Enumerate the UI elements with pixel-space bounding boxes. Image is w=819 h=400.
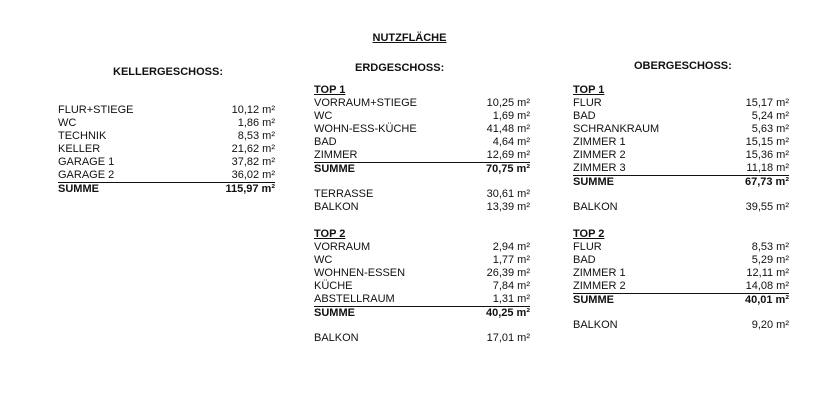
table-row xyxy=(58,143,275,156)
row-label: VORRAUM+STIEGE xyxy=(314,97,417,109)
spacer xyxy=(573,307,789,319)
row-value: 21,62 m² xyxy=(231,143,275,155)
row-label: WOHNEN-ESSEN xyxy=(314,267,406,279)
table-row xyxy=(314,201,530,214)
row-value: 2,94 m² xyxy=(492,241,530,253)
top1-title xyxy=(314,84,530,97)
row-value: 36,02 m² xyxy=(231,169,275,181)
top1-title xyxy=(573,84,789,97)
row-value: 4,64 m² xyxy=(492,136,530,148)
sum-label: SUMME xyxy=(573,176,614,188)
row-value: 14,08 m² xyxy=(745,280,789,292)
sum-value: 40,01 m² xyxy=(744,294,789,306)
top-title-text: TOP 1 xyxy=(573,84,605,96)
sum-row xyxy=(573,294,789,307)
table-row xyxy=(573,254,789,267)
table-row xyxy=(314,332,530,345)
top-title-text: TOP 2 xyxy=(314,228,346,240)
erd-table xyxy=(314,84,530,345)
top2-title xyxy=(314,228,530,241)
row-label: WC xyxy=(58,117,77,129)
table-row xyxy=(314,97,530,110)
row-value: 10,12 m² xyxy=(231,104,275,116)
table-row xyxy=(314,188,530,201)
table-row xyxy=(573,280,789,294)
table-row xyxy=(314,254,530,267)
table-row xyxy=(314,149,530,163)
row-value: 30,61 m² xyxy=(486,188,530,200)
row-label: TERRASSE xyxy=(314,188,374,200)
spacer xyxy=(573,189,789,201)
table-row xyxy=(58,169,275,183)
page-title xyxy=(0,32,819,44)
row-value: 5,29 m² xyxy=(751,254,789,266)
table-row xyxy=(314,241,530,254)
table-row xyxy=(58,156,275,169)
row-label: BALKON xyxy=(314,332,359,344)
row-label: GARAGE 2 xyxy=(58,169,115,181)
table-row xyxy=(58,104,275,117)
row-label: ZIMMER 3 xyxy=(573,162,626,174)
sum-value: 40,25 m² xyxy=(485,307,530,319)
row-label: SCHRANKRAUM xyxy=(573,123,660,135)
table-row xyxy=(314,267,530,280)
row-value: 1,69 m² xyxy=(492,110,530,122)
row-label: ZIMMER 2 xyxy=(573,280,626,292)
sum-row xyxy=(58,183,275,196)
top-title-text: TOP 2 xyxy=(573,228,605,240)
table-row xyxy=(573,201,789,214)
ober-heading: OBERGESCHOSS: xyxy=(634,60,732,72)
row-label: FLUR xyxy=(573,97,602,109)
row-value: 7,84 m² xyxy=(492,280,530,292)
row-label: ZIMMER 1 xyxy=(573,267,626,279)
table-row xyxy=(573,110,789,123)
row-label: BAD xyxy=(573,110,596,122)
row-value: 11,18 m² xyxy=(746,162,789,174)
sum-value: 115,97 m² xyxy=(225,183,275,195)
table-row xyxy=(573,162,789,176)
table-row xyxy=(314,136,530,149)
table-row xyxy=(314,280,530,293)
row-label: WC xyxy=(314,254,333,266)
sum-label: SUMME xyxy=(573,294,614,306)
top-title-text: TOP 1 xyxy=(314,84,346,96)
sum-label: SUMME xyxy=(58,183,99,195)
row-label: ZIMMER 1 xyxy=(573,136,626,148)
keller-heading: KELLERGESCHOSS: xyxy=(113,66,224,78)
row-value: 37,82 m² xyxy=(231,156,275,168)
sum-label: SUMME xyxy=(314,163,355,175)
sum-row xyxy=(314,163,530,176)
row-value: 15,15 m² xyxy=(745,136,789,148)
row-value: 5,24 m² xyxy=(751,110,789,122)
table-row xyxy=(573,97,789,110)
row-value: 9,20 m² xyxy=(751,319,789,331)
row-value: 12,11 m² xyxy=(746,267,789,279)
row-value: 13,39 m² xyxy=(486,201,530,213)
table-row xyxy=(573,136,789,149)
row-label: TECHNIK xyxy=(58,130,107,142)
row-label: BALKON xyxy=(314,201,359,213)
row-label: FLUR xyxy=(573,241,602,253)
row-value: 12,69 m² xyxy=(486,149,530,161)
row-label: KÜCHE xyxy=(314,280,353,292)
spacer xyxy=(314,214,530,228)
row-value: 1,86 m² xyxy=(237,117,275,129)
row-label: BAD xyxy=(314,136,337,148)
row-value: 1,31 m² xyxy=(492,293,530,305)
table-row xyxy=(573,319,789,332)
row-label: BAD xyxy=(573,254,596,266)
sum-value: 67,73 m² xyxy=(744,176,789,188)
table-row xyxy=(573,267,789,280)
row-label: KELLER xyxy=(58,143,101,155)
page-title-text: NUTZFLÄCHE xyxy=(372,32,447,44)
table-row xyxy=(314,293,530,307)
top2-title xyxy=(573,228,789,241)
table-row xyxy=(573,241,789,254)
row-label: GARAGE 1 xyxy=(58,156,115,168)
row-value: 8,53 m² xyxy=(751,241,789,253)
row-value: 41,48 m² xyxy=(486,123,530,135)
row-label: BALKON xyxy=(573,319,618,331)
sum-value: 70,75 m² xyxy=(485,163,530,175)
row-label: ZIMMER 2 xyxy=(573,149,626,161)
keller-table xyxy=(58,104,275,196)
row-label: ZIMMER xyxy=(314,149,358,161)
sum-row xyxy=(573,176,789,189)
row-label: FLUR+STIEGE xyxy=(58,104,134,116)
ober-table xyxy=(573,84,789,332)
row-value: 39,55 m² xyxy=(745,201,789,213)
table-row xyxy=(573,149,789,162)
row-value: 15,36 m² xyxy=(745,149,789,161)
row-value: 8,53 m² xyxy=(237,130,275,142)
spacer xyxy=(314,320,530,332)
table-row xyxy=(314,123,530,136)
row-value: 10,25 m² xyxy=(486,97,530,109)
erd-heading: ERDGESCHOSS: xyxy=(355,62,445,74)
row-label: ABSTELLRAUM xyxy=(314,293,395,305)
table-row xyxy=(314,110,530,123)
table-row xyxy=(573,123,789,136)
row-label: WC xyxy=(314,110,333,122)
row-value: 17,01 m² xyxy=(486,332,530,344)
row-label: VORRAUM xyxy=(314,241,371,253)
table-row xyxy=(58,117,275,130)
row-value: 26,39 m² xyxy=(486,267,530,279)
row-value: 1,77 m² xyxy=(492,254,530,266)
row-label: BALKON xyxy=(573,201,618,213)
table-row xyxy=(58,130,275,143)
sum-label: SUMME xyxy=(314,307,355,319)
spacer xyxy=(314,176,530,188)
row-label: WOHN-ESS-KÜCHE xyxy=(314,123,417,135)
sum-row xyxy=(314,307,530,320)
row-value: 5,63 m² xyxy=(751,123,789,135)
row-value: 15,17 m² xyxy=(745,97,789,109)
spacer xyxy=(573,214,789,228)
